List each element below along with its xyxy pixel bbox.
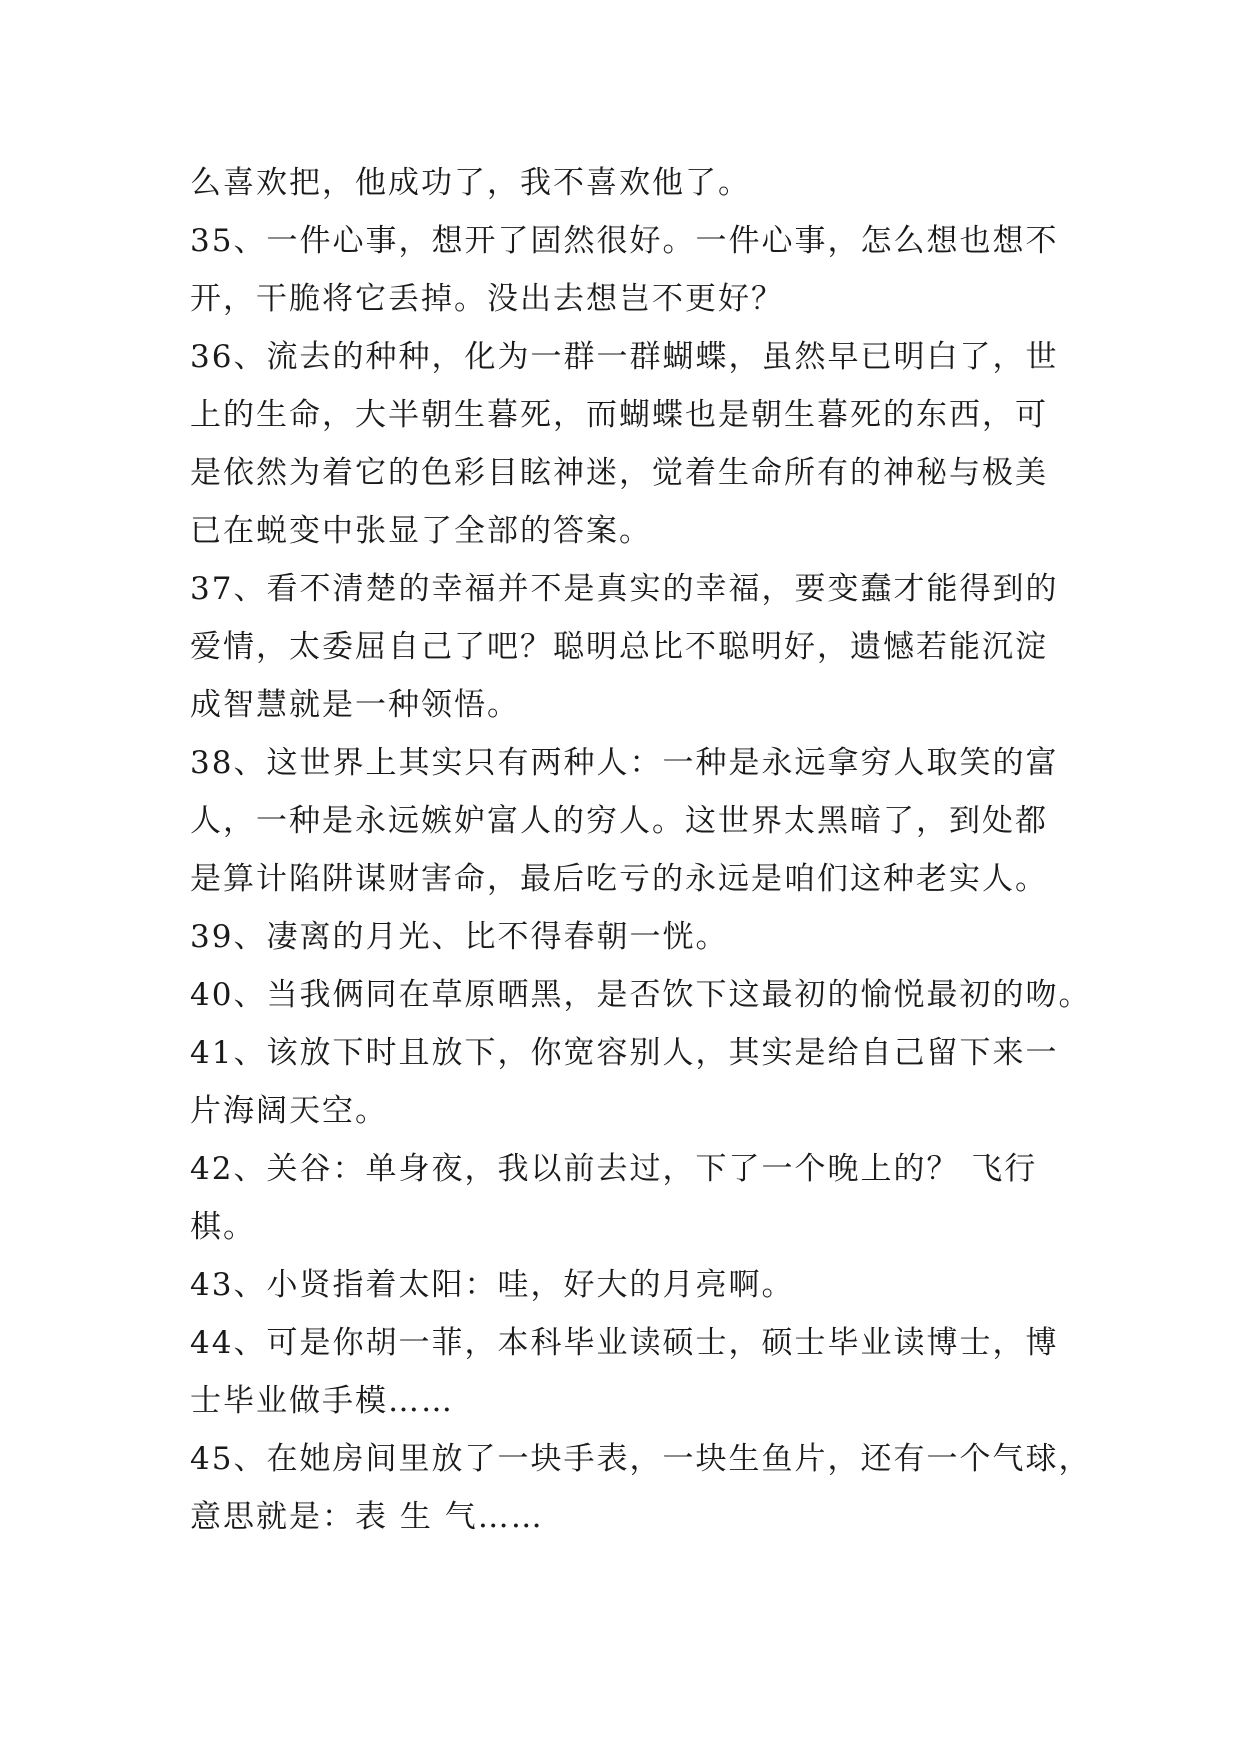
text-line: 开，干脆将它丢掉。没出去想岂不更好？ xyxy=(190,281,784,317)
text-line: 已在蜕变中张显了全部的答案。 xyxy=(190,513,652,549)
text-line: 么喜欢把，他成功了，我不喜欢他了。 xyxy=(190,165,751,201)
text-line: 43、小贤指着太阳：哇，好大的月亮啊。 xyxy=(190,1267,795,1303)
text-line: 是算计陷阱谋财害命，最后吃亏的永远是咱们这种老实人。 xyxy=(190,861,1048,897)
text-line: 意思就是：表 生 气…… xyxy=(190,1499,544,1535)
text-line: 人，一种是永远嫉妒富人的穷人。这世界太黑暗了，到处都 xyxy=(190,803,1048,839)
page-body-text xyxy=(190,154,1092,1546)
text-line: 爱情，太委屈自己了吧？聪明总比不聪明好，遗憾若能沉淀 xyxy=(190,629,1048,665)
text-line: 45、在她房间里放了一块手表，一块生鱼片，还有一个气球， xyxy=(190,1441,1092,1477)
text-line: 44、可是你胡一菲，本科毕业读硕士，硕士毕业读博士，博 xyxy=(190,1325,1059,1361)
text-line: 上的生命，大半朝生暮死，而蝴蝶也是朝生暮死的东西，可 xyxy=(190,397,1048,433)
text-line: 士毕业做手模…… xyxy=(190,1383,454,1419)
text-line: 片海阔天空。 xyxy=(190,1093,388,1129)
text-line: 棋。 xyxy=(190,1209,256,1245)
text-line: 成智慧就是一种领悟。 xyxy=(190,687,520,723)
text-line: 38、这世界上其实只有两种人：一种是永远拿穷人取笑的富 xyxy=(190,745,1059,781)
text-line: 是依然为着它的色彩目眩神迷，觉着生命所有的神秘与极美 xyxy=(190,455,1048,491)
text-line: 39、凄离的月光、比不得春朝一恍。 xyxy=(190,919,729,955)
text-line: 40、当我俩同在草原晒黑，是否饮下这最初的愉悦最初的吻。 xyxy=(190,977,1092,1013)
text-line: 35、一件心事，想开了固然很好。一件心事，怎么想也想不 xyxy=(190,223,1059,259)
text-line: 36、流去的种种，化为一群一群蝴蝶，虽然早已明白了，世 xyxy=(190,339,1059,375)
text-line: 37、看不清楚的幸福并不是真实的幸福，要变蠢才能得到的 xyxy=(190,571,1059,607)
text-line: 41、该放下时且放下，你宽容别人，其实是给自己留下来一 xyxy=(190,1035,1059,1071)
text-line: 42、关谷：单身夜，我以前去过，下了一个晚上的？ 飞行 xyxy=(190,1151,1038,1187)
